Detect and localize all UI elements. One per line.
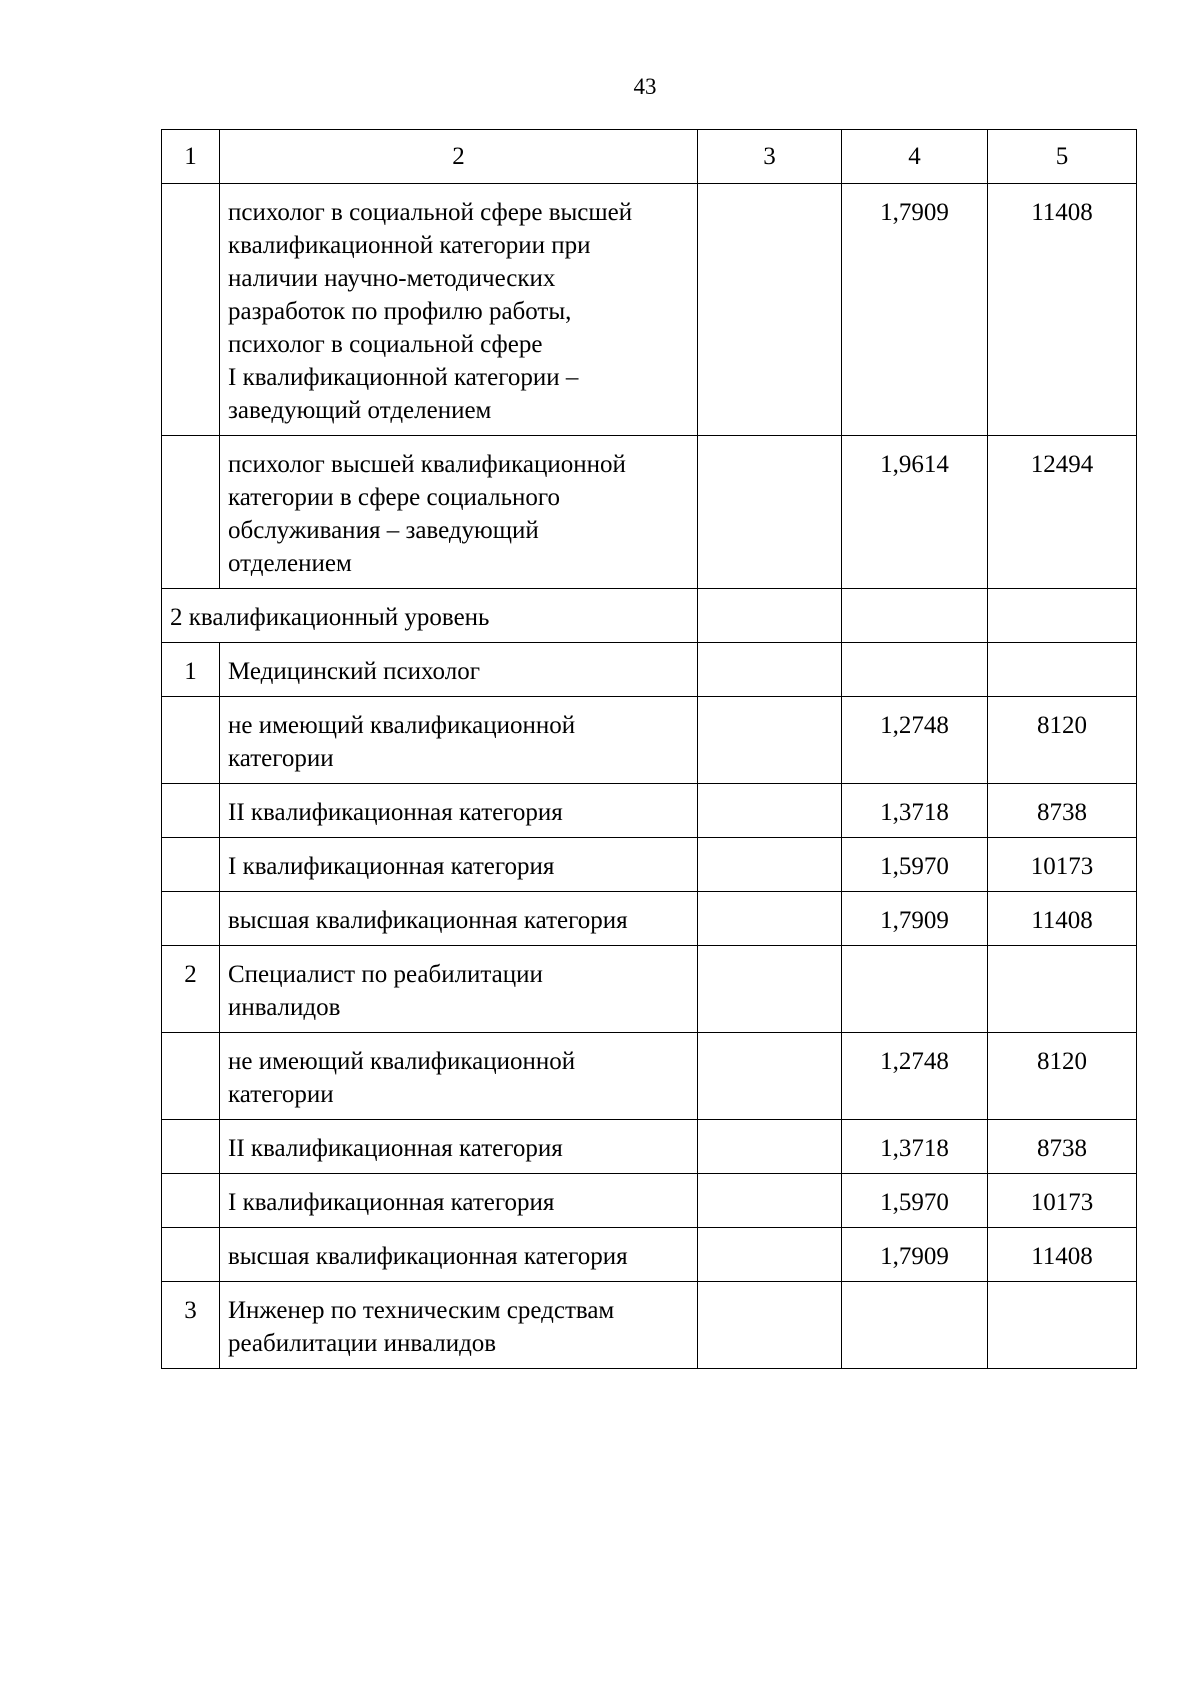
cell-position-name: Медицинский психолог xyxy=(220,643,698,697)
table-row xyxy=(162,1282,1137,1369)
cell-col3 xyxy=(698,697,842,784)
table-row xyxy=(162,1120,1137,1174)
cell-number xyxy=(162,184,220,436)
cell-col3 xyxy=(698,1228,842,1282)
cell-coefficient: 1,7909 xyxy=(842,892,988,946)
cell-coefficient: 1,3718 xyxy=(842,1120,988,1174)
cell-salary xyxy=(988,589,1137,643)
cell-coefficient: 1,2748 xyxy=(842,697,988,784)
cell-position-name: психолог высшей квалификационной категории в сфере социального обслуживания – заведующий отделением xyxy=(220,436,698,589)
cell-coefficient xyxy=(842,1282,988,1369)
cell-col3 xyxy=(698,643,842,697)
header-col-1: 1 xyxy=(162,130,220,184)
cell-col3 xyxy=(698,838,842,892)
cell-position-name: высшая квалификационная категория xyxy=(220,1228,698,1282)
table-row xyxy=(162,697,1137,784)
cell-number xyxy=(162,697,220,784)
cell-position-name: не имеющий квалификационной категории xyxy=(220,697,698,784)
cell-salary: 8120 xyxy=(988,1033,1137,1120)
cell-salary: 11408 xyxy=(988,892,1137,946)
table-row xyxy=(162,838,1137,892)
cell-position-name: не имеющий квалификационной категории xyxy=(220,1033,698,1120)
cell-position-name: II квалификационная категория xyxy=(220,784,698,838)
table-row xyxy=(162,1174,1137,1228)
cell-col3 xyxy=(698,184,842,436)
table-row xyxy=(162,946,1137,1033)
cell-col3 xyxy=(698,1174,842,1228)
cell-number: 1 xyxy=(162,643,220,697)
cell-number xyxy=(162,892,220,946)
table-row xyxy=(162,1033,1137,1120)
cell-col3 xyxy=(698,784,842,838)
cell-number: 2 xyxy=(162,946,220,1033)
cell-col3 xyxy=(698,1120,842,1174)
cell-number xyxy=(162,1120,220,1174)
page-number: 43 xyxy=(633,74,657,99)
cell-coefficient: 1,3718 xyxy=(842,784,988,838)
cell-salary: 10173 xyxy=(988,1174,1137,1228)
cell-position-name: I квалификационная категория xyxy=(220,838,698,892)
cell-col3 xyxy=(698,946,842,1033)
cell-position-name: Инженер по техническим средствам реабилитации инвалидов xyxy=(220,1282,698,1369)
cell-position-name: I квалификационная категория xyxy=(220,1174,698,1228)
cell-coefficient: 1,7909 xyxy=(842,184,988,436)
cell-coefficient: 1,2748 xyxy=(842,1033,988,1120)
section-title: 2 квалификационный уровень xyxy=(162,589,698,643)
cell-salary: 8738 xyxy=(988,1120,1137,1174)
header-col-2: 2 xyxy=(220,130,698,184)
cell-coefficient: 1,5970 xyxy=(842,838,988,892)
table-row xyxy=(162,436,1137,589)
cell-salary: 11408 xyxy=(988,1228,1137,1282)
cell-col3 xyxy=(698,436,842,589)
cell-salary xyxy=(988,946,1137,1033)
cell-col3 xyxy=(698,1033,842,1120)
cell-position-name: психолог в социальной сфере высшей квалификационной категории при наличии научно-методических разработок по профилю работы, психолог в социальной сфере I квалификационной категории – заведующий отделением xyxy=(220,184,698,436)
cell-col3 xyxy=(698,589,842,643)
cell-number xyxy=(162,1174,220,1228)
cell-position-name: Специалист по реабилитации инвалидов xyxy=(220,946,698,1033)
cell-coefficient: 1,7909 xyxy=(842,1228,988,1282)
cell-col3 xyxy=(698,1282,842,1369)
cell-number: 3 xyxy=(162,1282,220,1369)
salary-table xyxy=(161,129,1137,1369)
cell-coefficient: 1,5970 xyxy=(842,1174,988,1228)
cell-coefficient xyxy=(842,643,988,697)
table-header-row xyxy=(162,130,1137,184)
table-row xyxy=(162,892,1137,946)
cell-position-name: высшая квалификационная категория xyxy=(220,892,698,946)
cell-salary: 8120 xyxy=(988,697,1137,784)
cell-salary: 11408 xyxy=(988,184,1137,436)
cell-number xyxy=(162,1228,220,1282)
cell-coefficient xyxy=(842,946,988,1033)
header-col-5: 5 xyxy=(988,130,1137,184)
cell-salary: 12494 xyxy=(988,436,1137,589)
cell-salary xyxy=(988,1282,1137,1369)
cell-number xyxy=(162,838,220,892)
cell-position-name: II квалификационная категория xyxy=(220,1120,698,1174)
section-row xyxy=(162,589,1137,643)
table-row xyxy=(162,184,1137,436)
cell-salary: 10173 xyxy=(988,838,1137,892)
cell-coefficient: 1,9614 xyxy=(842,436,988,589)
cell-col3 xyxy=(698,892,842,946)
cell-coefficient xyxy=(842,589,988,643)
table-row xyxy=(162,643,1137,697)
cell-salary: 8738 xyxy=(988,784,1137,838)
table-row xyxy=(162,1228,1137,1282)
header-col-3: 3 xyxy=(698,130,842,184)
cell-salary xyxy=(988,643,1137,697)
cell-number xyxy=(162,1033,220,1120)
cell-number xyxy=(162,784,220,838)
header-col-4: 4 xyxy=(842,130,988,184)
cell-number xyxy=(162,436,220,589)
table-row xyxy=(162,784,1137,838)
